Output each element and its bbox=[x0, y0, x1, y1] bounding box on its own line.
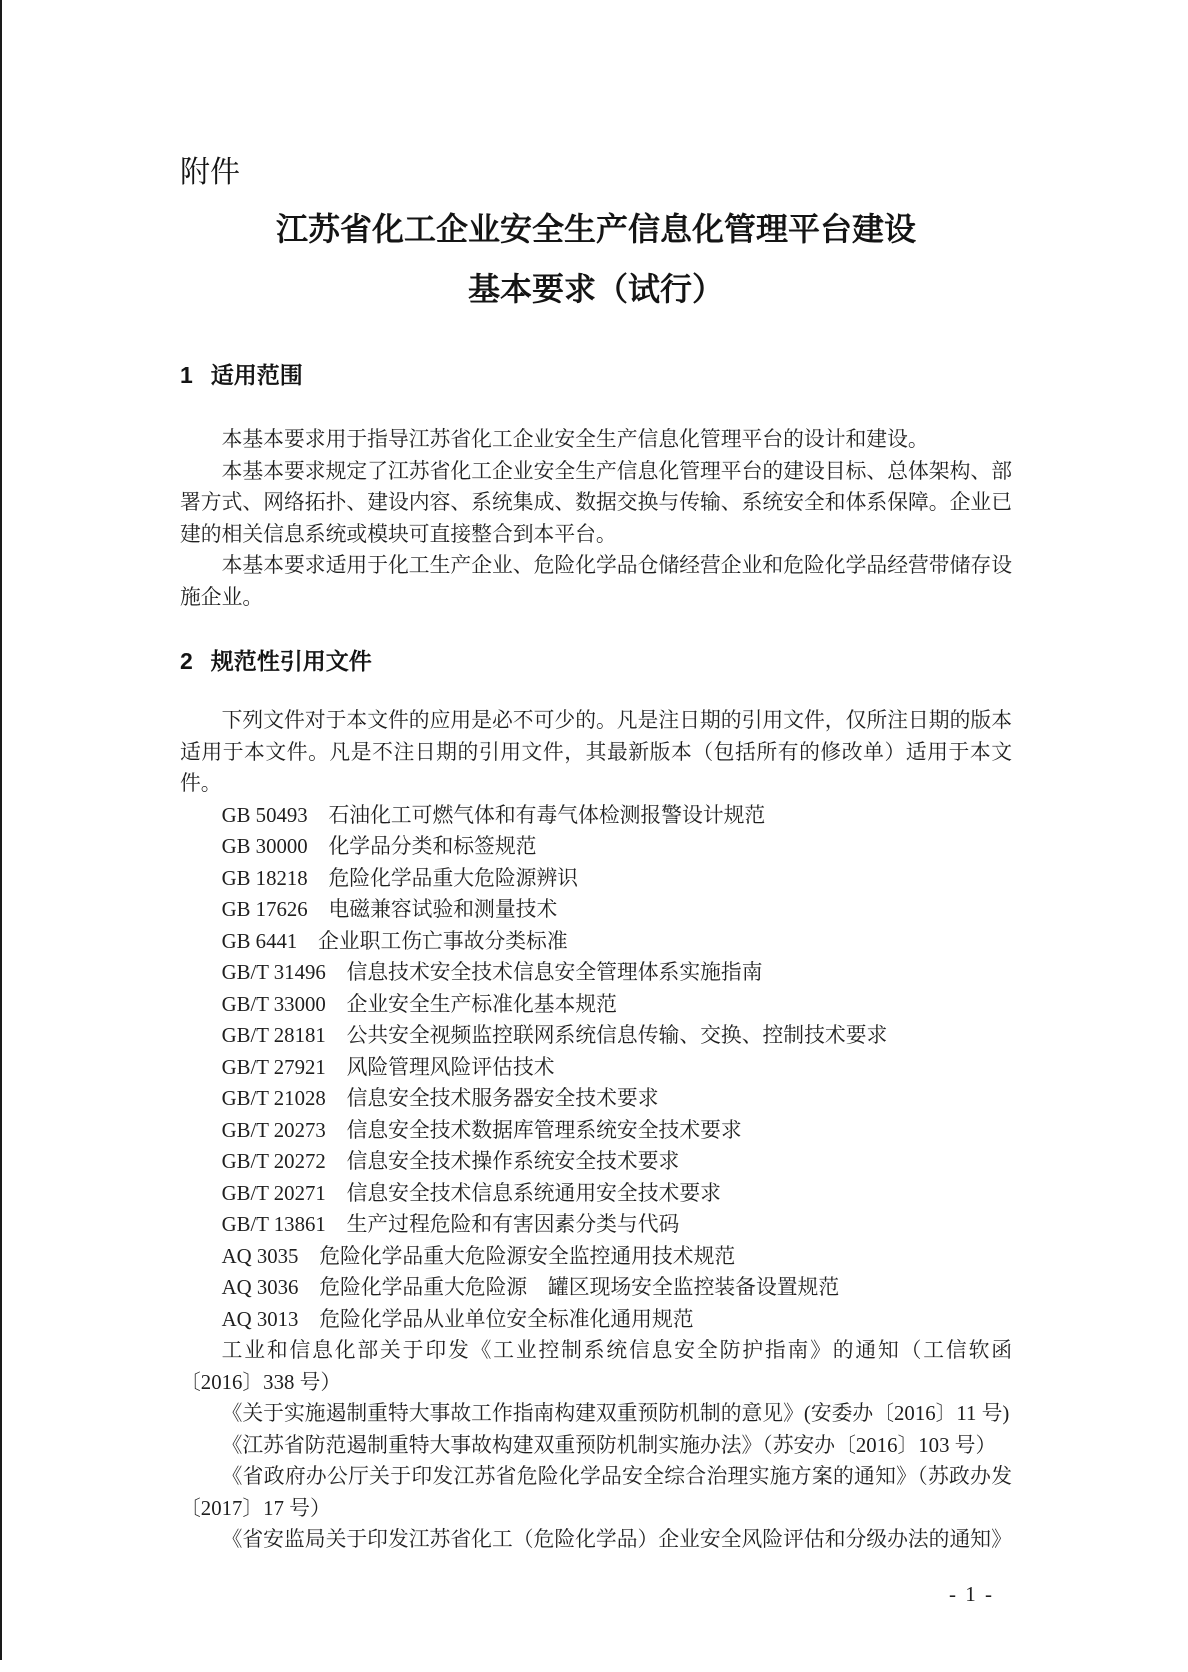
section-2-title: 规范性引用文件 bbox=[210, 648, 372, 674]
reference-item: AQ 3013 危险化学品从业单位安全标准化通用规范 bbox=[221, 1307, 694, 1331]
reference-item: GB/T 20271 信息安全技术信息系统通用安全技术要求 bbox=[221, 1181, 721, 1205]
reference-item: GB 17626 电磁兼容试验和测量技术 bbox=[221, 898, 558, 921]
reference-item: GB 6441 企业职工伤亡事故分类标准 bbox=[221, 929, 568, 953]
reference-item: 《省政府办公厅关于印发江苏省危险化学品安全综合治理实施方案的通知》（苏政办发〔2017〕17 号） bbox=[180, 1465, 1012, 1520]
reference-item: 《江苏省防范遏制重特大事故构建双重预防机制实施办法》（苏安办〔2016〕103 号） bbox=[221, 1433, 997, 1457]
paragraph: 本基本要求适用于化工生产企业、危险化学品仓储经营企业和危险化学品经营带储存设施企业。 bbox=[180, 554, 1012, 609]
reference-item: GB 50493 石油化工可燃气体和有毒气体检测报警设计规范 bbox=[221, 803, 766, 827]
reference-item: GB/T 20273 信息安全技术数据库管理系统安全技术要求 bbox=[221, 1118, 742, 1142]
reference-item: 《关于实施遏制重特大事故工作指南构建双重预防机制的意见》(安委办〔2016〕11 号) bbox=[221, 1402, 1010, 1425]
paragraph: 本基本要求用于指导江苏省化工企业安全生产信息化管理平台的设计和建设。 bbox=[221, 428, 929, 451]
reference-list bbox=[180, 800, 1012, 1556]
reference-item: GB 30000 化学品分类和标签规范 bbox=[221, 835, 537, 858]
reference-item: 《省安监局关于印发江苏省化工（危险化学品）企业安全风险评估和分级办法的通知》 bbox=[221, 1528, 1012, 1551]
reference-item: AQ 3035 危险化学品重大危险源安全监控通用技术规范 bbox=[221, 1244, 736, 1268]
page-left-border bbox=[0, 0, 2, 1660]
paragraph: 本基本要求规定了江苏省化工企业安全生产信息化管理平台的建设目标、总体架构、部署方式、网络拓扑、建设内容、系统集成、数据交换与传输、系统安全和体系保障。企业已建的相关信息系统或模块可直接整合到本平台。 bbox=[180, 459, 1012, 546]
section-1-heading bbox=[180, 359, 1012, 391]
reference-item: GB/T 21028 信息安全技术服务器安全技术要求 bbox=[221, 1087, 659, 1110]
section-2-number: 2 bbox=[180, 648, 193, 674]
reference-item: AQ 3036 危险化学品重大危险源 罐区现场安全监控装备设置规范 bbox=[221, 1276, 840, 1299]
reference-item: GB/T 31496 信息技术安全技术信息安全管理体系实施指南 bbox=[221, 961, 763, 984]
reference-item: GB/T 27921 风险管理风险评估技术 bbox=[221, 1055, 555, 1079]
section-1-body bbox=[180, 424, 1012, 613]
attachment-label: 附件 bbox=[180, 156, 240, 189]
document-title-line2: 基本要求（试行） bbox=[467, 271, 724, 307]
reference-item: GB/T 20272 信息安全技术操作系统安全技术要求 bbox=[221, 1150, 680, 1173]
section-2-intro: 下列文件对于本文件的应用是必不可少的。凡是注日期的引用文件，仅所注日期的版本适用于本文件。凡是不注日期的引用文件，其最新版本（包括所有的修改单）适用于本文件。 bbox=[180, 709, 1012, 795]
document-content bbox=[180, 0, 1012, 1607]
section-1-title: 适用范围 bbox=[210, 362, 303, 388]
document-title-line1: 江苏省化工企业安全生产信息化管理平台建设 bbox=[275, 211, 916, 247]
reference-item: GB/T 33000 企业安全生产标准化基本规范 bbox=[221, 992, 617, 1016]
reference-item: GB/T 13861 生产过程危险和有害因素分类与代码 bbox=[221, 1213, 680, 1236]
reference-item: 工业和信息化部关于印发《工业控制系统信息安全防护指南》的通知（工信软函〔2016〕338 号） bbox=[180, 1339, 1012, 1394]
reference-item: GB/T 28181 公共安全视频监控联网系统信息传输、交换、控制技术要求 bbox=[221, 1024, 888, 1047]
reference-item: GB 18218 危险化学品重大危险源辨识 bbox=[221, 866, 579, 890]
section-2-heading bbox=[180, 645, 1012, 677]
document-title bbox=[180, 199, 1012, 319]
section-1-number: 1 bbox=[180, 362, 193, 388]
page-number: - 1 - bbox=[949, 1581, 994, 1606]
